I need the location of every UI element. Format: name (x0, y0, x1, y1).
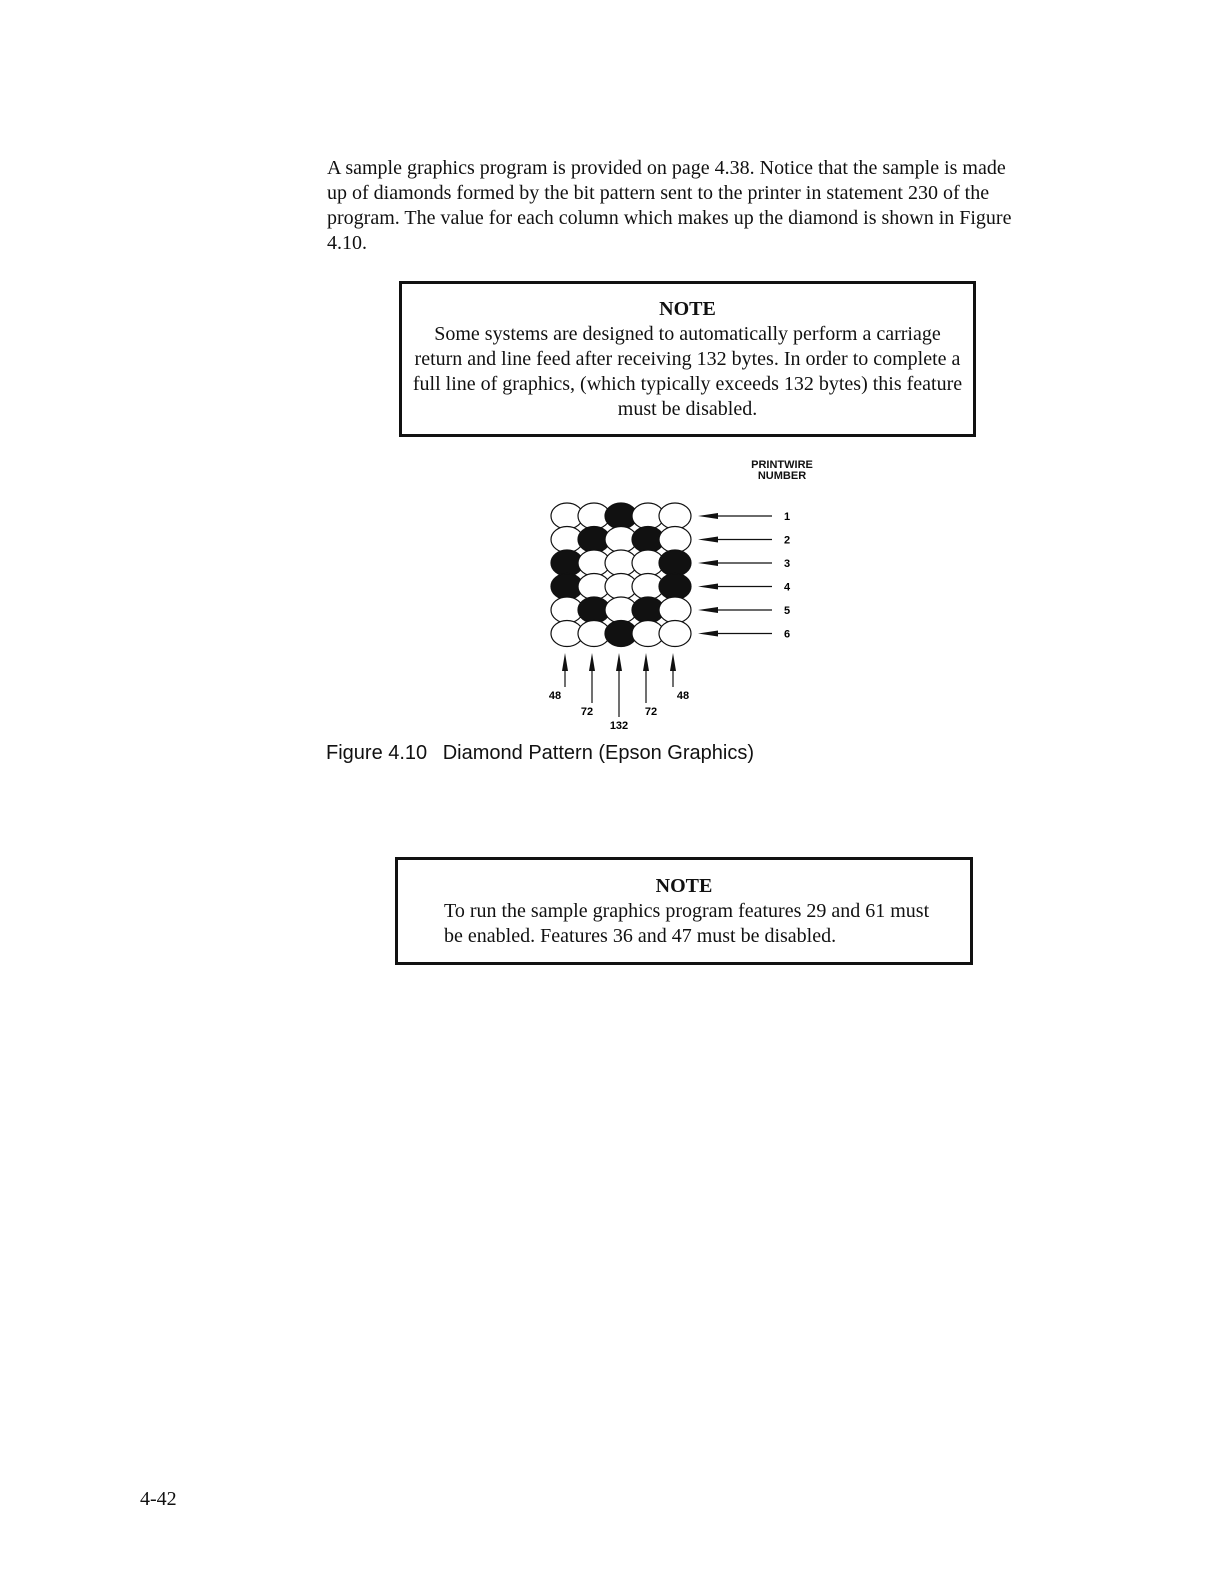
arrow-up-icon (670, 653, 676, 671)
arrow-left-icon (698, 631, 718, 637)
note-title: NOTE (655, 875, 713, 897)
wire-arrows (698, 511, 791, 641)
arrow-up-icon (643, 653, 649, 671)
printwire-label-line2: NUMBER (757, 470, 807, 482)
wire-number: 2 (784, 534, 791, 547)
wire-number: 4 (784, 581, 791, 594)
arrow-left-icon (698, 537, 718, 543)
diamond-pattern-figure (540, 495, 820, 740)
arrow-up-icon (616, 653, 622, 671)
arrow-left-icon (698, 607, 718, 613)
filled-dot (659, 574, 691, 600)
intro-paragraph: A sample graphics program is provided on page 4.38. Notice that the sample is made up of diamonds formed by the bit pattern sent to the printer in statement 230 of the program. The value for each column which makes up the diamond is shown in Figure 4.10. (327, 157, 1012, 254)
figure-caption (326, 742, 754, 765)
filled-dot (659, 550, 691, 576)
empty-dot (659, 597, 691, 623)
wire-number: 3 (784, 558, 791, 570)
column-value: 48 (676, 690, 690, 702)
wire-number: 5 (784, 605, 791, 617)
wire-number: 6 (784, 628, 791, 641)
note-body: Some systems are designed to automatically perform a carriage return and line feed after receiving 132 bytes. In order to complete a full line of graphics, (which typically exceeds 132 bytes) this feature must be disabled. (412, 323, 963, 420)
arrow-left-icon (698, 584, 718, 590)
arrow-up-icon (562, 653, 568, 671)
empty-dot (659, 621, 691, 647)
note-box-bytes (399, 281, 976, 437)
column-value: 132 (609, 720, 629, 732)
note-title: NOTE (659, 298, 716, 320)
note-box-features (395, 857, 973, 965)
caption-title: Diamond Pattern (Epson Graphics) (442, 742, 754, 764)
column-arrows (562, 653, 676, 717)
column-value: 72 (580, 706, 594, 718)
arrow-up-icon (589, 653, 595, 671)
arrow-left-icon (698, 513, 718, 519)
wire-number: 1 (784, 511, 791, 523)
arrow-left-icon (698, 560, 718, 566)
dot-grid (551, 503, 691, 647)
caption-number: Figure 4.10 (326, 742, 428, 764)
empty-dot (659, 527, 691, 553)
empty-dot (659, 503, 691, 529)
printwire-label (735, 460, 829, 482)
page-number: 4-42 (140, 1488, 177, 1510)
column-value: 72 (644, 706, 658, 718)
printwire-label-line1: PRINTWIRE (751, 459, 813, 471)
column-value: 48 (548, 690, 562, 702)
note-body: To run the sample graphics program features 29 and 61 must be enabled. Features 36 and 47 must be disabled. (444, 900, 930, 947)
